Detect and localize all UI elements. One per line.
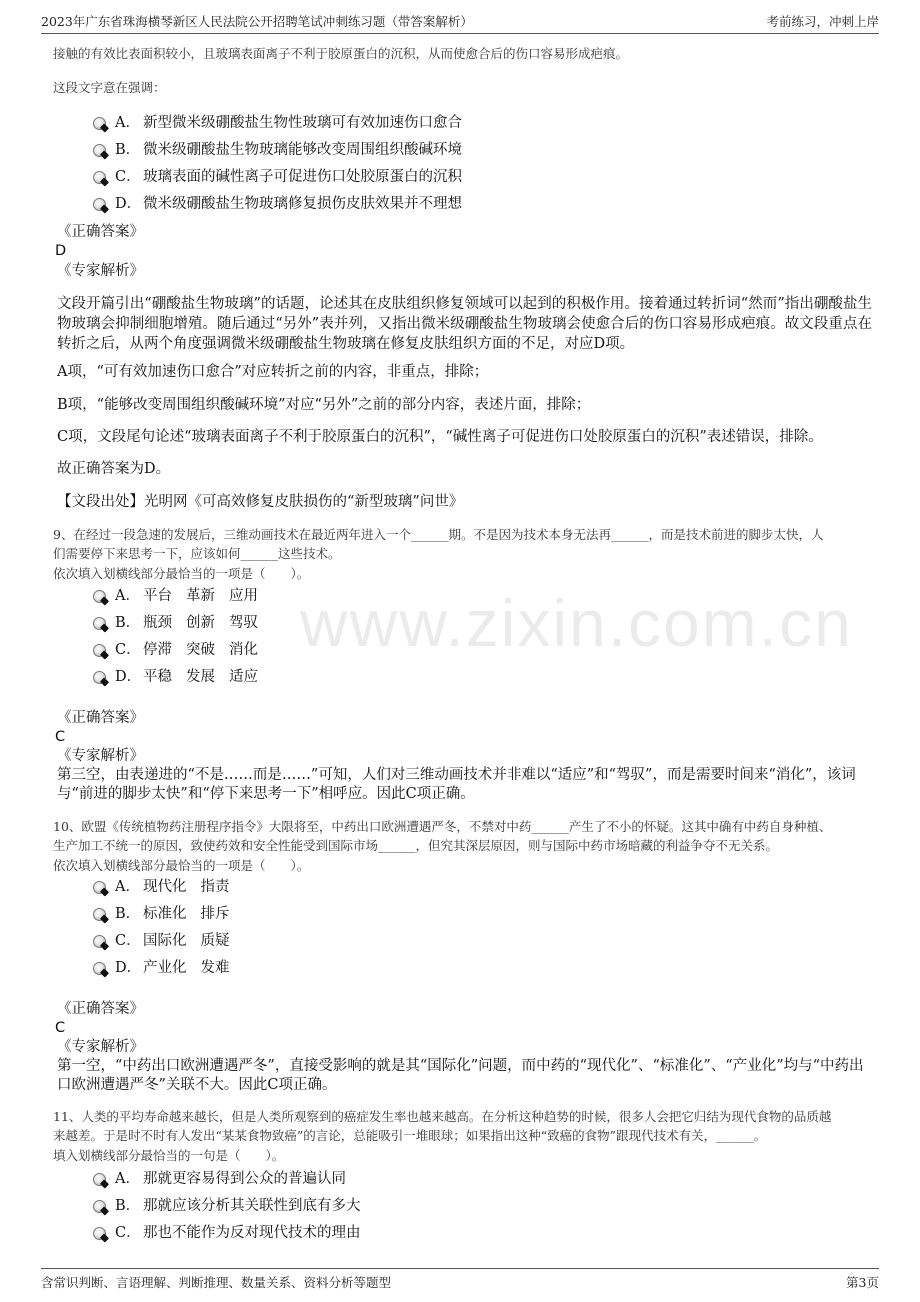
- answer-value: C: [55, 729, 66, 745]
- option-text: 那也不能作为反对现代技术的理由: [143, 1225, 361, 1241]
- option-word: 发展: [186, 669, 215, 685]
- option-b[interactable]: [93, 612, 272, 634]
- option-letter: B．: [115, 615, 141, 631]
- question-stem: 们需要停下来思考一下，应该如何______这些技术。: [53, 546, 341, 561]
- radio-button-icon[interactable]: [93, 644, 106, 657]
- option-text: [143, 612, 272, 634]
- page-header: [41, 12, 879, 34]
- option-text: [143, 666, 272, 688]
- analysis-paragraph: 故正确答案为D。: [57, 461, 171, 477]
- header-slogan: 考前练习，冲刺上岸: [766, 14, 879, 29]
- option-word: 平稳: [143, 669, 172, 685]
- analysis-paragraph: 口欧洲遭遇严冬”关联不大。因此C项正确。: [57, 1077, 337, 1093]
- answer-value: C: [55, 1020, 66, 1036]
- answer-label: 《正确答案》: [57, 224, 144, 240]
- option-text: [143, 585, 272, 607]
- radio-button-icon[interactable]: [93, 198, 106, 211]
- option-b[interactable]: [93, 903, 244, 925]
- option-word: 现代化: [143, 879, 187, 895]
- option-letter: C．: [115, 642, 141, 658]
- answer-label: 《正确答案》: [57, 1001, 144, 1017]
- option-letter: A．: [115, 1171, 140, 1187]
- option-word: 产业化: [143, 960, 187, 976]
- option-b[interactable]: [93, 139, 462, 161]
- radio-button-icon[interactable]: [93, 1227, 106, 1240]
- option-letter: C．: [115, 169, 141, 185]
- option-a[interactable]: [93, 876, 244, 898]
- question-prompt: 依次填入划横线部分最恰当的一项是（ ）。: [53, 566, 310, 581]
- option-letter: B．: [115, 1198, 141, 1214]
- question-stem: 来越差。于是时不时有人发出“某某食物致癌”的言论，总能吸引一堆眼球；如果指出这种“致癌的食物”跟现代技术有关，______。: [53, 1128, 767, 1143]
- option-text: 那就更容易得到公众的普遍认同: [143, 1171, 346, 1187]
- analysis-paragraph: C项，文段尾句论述“玻璃表面离子不利于胶原蛋白的沉积”，“碱性离子可促进伤口处胶原蛋白的沉积”表述错误，排除。: [57, 429, 823, 445]
- option-d[interactable]: [93, 666, 272, 688]
- option-text: [143, 876, 244, 898]
- option-letter: B．: [115, 906, 141, 922]
- option-a[interactable]: [93, 112, 462, 134]
- page-footer: [41, 1268, 879, 1290]
- question-stem: 9、在经过一段急速的发展后，三维动画技术在最近两年进入一个______期。不是因为技术本身无法再______，而是技术前进的脚步太快，人: [53, 527, 824, 542]
- option-word: 突破: [186, 642, 215, 658]
- option-word: 指责: [200, 879, 230, 895]
- watermark: www.zixin.com.cn: [300, 586, 853, 660]
- answer-label: 《正确答案》: [57, 710, 144, 726]
- option-letter: D．: [115, 669, 142, 685]
- option-word: 消化: [229, 642, 258, 658]
- analysis-label: 《专家解析》: [57, 748, 144, 764]
- option-d[interactable]: [93, 957, 244, 979]
- option-text: [143, 639, 272, 661]
- analysis-label: 《专家解析》: [57, 1039, 144, 1055]
- radio-button-icon[interactable]: [93, 1173, 106, 1186]
- option-text: 玻璃表面的碱性离子可促进伤口处胶原蛋白的沉积: [143, 169, 462, 185]
- option-word: 质疑: [200, 933, 230, 949]
- option-word: 国际化: [143, 933, 187, 949]
- analysis-paragraph: 与“前进的脚步太快”和“停下来思考一下”相呼应。因此C项正确。: [57, 786, 475, 802]
- option-text: 微米级硼酸盐生物玻璃修复损伤皮肤效果并不理想: [143, 196, 462, 212]
- radio-button-icon[interactable]: [93, 908, 106, 921]
- option-letter: D．: [115, 196, 142, 212]
- option-word: 创新: [186, 615, 215, 631]
- analysis-paragraph: B项，“能够改变周围组织酸碱环境”对应“另外”之前的部分内容，表述片面，排除；: [57, 397, 591, 413]
- option-word: 平台: [143, 588, 172, 604]
- footer-topics: 含常识判断、言语理解、判断推理、数量关系、资料分析等题型: [41, 1275, 392, 1290]
- option-c[interactable]: [93, 930, 244, 952]
- analysis-label: 《专家解析》: [57, 263, 144, 279]
- option-word: 驾驭: [229, 615, 258, 631]
- option-word: 适应: [229, 669, 258, 685]
- option-letter: A．: [115, 115, 140, 131]
- radio-button-icon[interactable]: [93, 671, 106, 684]
- analysis-paragraph: 第三空，由表递进的“不是……而是……”可知，人们对三维动画技术并非难以“适应”和“驾驭”，而是需要时间来“消化”，该词: [57, 767, 856, 783]
- question-prompt: 这段文字意在强调：: [53, 80, 166, 95]
- option-c[interactable]: [93, 639, 272, 661]
- radio-button-icon[interactable]: [93, 881, 106, 894]
- option-word: 革新: [186, 588, 215, 604]
- option-letter: B．: [115, 142, 141, 158]
- question-prompt: 填入划横线部分最恰当的一句是（ ）。: [53, 1148, 285, 1163]
- option-a[interactable]: [93, 585, 272, 607]
- option-word: 标准化: [143, 906, 187, 922]
- option-text: 那就应该分析其关联性到底有多大: [143, 1198, 361, 1214]
- option-c[interactable]: [93, 1222, 361, 1244]
- question-stem: 生产加工不统一的原因，致使药效和安全性能受到国际市场______，但究其深层原因，则与国际中药市场暗藏的利益争夺不无关系。: [53, 838, 779, 853]
- option-d[interactable]: [93, 193, 462, 215]
- question-prompt: 依次填入划横线部分最恰当的一项是（ ）。: [53, 858, 310, 873]
- question-stem: 11、人类的平均寿命越来越长，但是人类所观察到的癌症发生率也越来越高。在分析这种趋势的时候，很多人会把它归结为现代食物的品质越: [53, 1109, 832, 1124]
- radio-button-icon[interactable]: [93, 617, 106, 630]
- question-stem: 10、欧盟《传统植物药注册程序指令》大限将至，中药出口欧洲遭遇严冬，不禁对中药______产生了不小的怀疑。这其中确有中药自身种植、: [53, 819, 832, 834]
- option-word: 瓶颈: [143, 615, 172, 631]
- option-b[interactable]: [93, 1195, 361, 1217]
- option-letter: A．: [115, 879, 140, 895]
- radio-button-icon[interactable]: [93, 935, 106, 948]
- option-word: 发难: [200, 960, 230, 976]
- radio-button-icon[interactable]: [93, 117, 106, 130]
- answer-value: D: [55, 243, 67, 259]
- analysis-paragraph: 文段开篇引出“硼酸盐生物玻璃”的话题，论述其在皮肤组织修复领域可以起到的积极作用。接着通过转折词“然而”指出硼酸盐生物玻璃会抑制细胞增殖。随后通过“另外”表并列，又指出微米级硼酸盐生物玻璃会使愈合后的伤口容易形成疤痕。故文段重点在转折之后，从两个角度强调微米级硼酸盐生物玻璃在修复皮肤组织方面的不足，对应D项。: [57, 296, 872, 352]
- radio-button-icon[interactable]: [93, 590, 106, 603]
- radio-button-icon[interactable]: [93, 171, 106, 184]
- analysis-paragraph: A项，“可有效加速伤口愈合”对应转折之前的内容，非重点，排除；: [57, 364, 489, 380]
- passage-tail: 接触的有效比表面积较小，且玻璃表面离子不利于胶原蛋白的沉积，从而使愈合后的伤口容易形成疤痕。: [53, 46, 629, 61]
- radio-button-icon[interactable]: [93, 144, 106, 157]
- option-letter: C．: [115, 1225, 141, 1241]
- option-letter: A．: [115, 588, 140, 604]
- radio-button-icon[interactable]: [93, 962, 106, 975]
- option-text: [143, 903, 244, 925]
- option-word: 应用: [229, 588, 258, 604]
- option-a[interactable]: [93, 1168, 346, 1190]
- option-c[interactable]: [93, 166, 462, 188]
- option-letter: D．: [115, 960, 142, 976]
- option-letter: C．: [115, 933, 141, 949]
- document-title: 2023年广东省珠海横琴新区人民法院公开招聘笔试冲刺练习题（带答案解析）: [41, 14, 473, 29]
- option-word: 排斥: [200, 906, 230, 922]
- analysis-paragraph: 第一空，“中药出口欧洲遭遇严冬”，直接受影响的就是其“国际化”问题，而中药的“现代化”、“标准化”、“产业化”均与“中药出: [57, 1058, 864, 1074]
- option-text: [143, 930, 244, 952]
- radio-button-icon[interactable]: [93, 1200, 106, 1213]
- page-number: 第3页: [846, 1275, 879, 1290]
- option-text: [143, 957, 244, 979]
- option-text: 新型微米级硼酸盐生物性玻璃可有效加速伤口愈合: [143, 115, 462, 131]
- option-word: 停滞: [143, 642, 172, 658]
- option-text: 微米级硼酸盐生物玻璃能够改变周围组织酸碱环境: [143, 142, 462, 158]
- source-citation: 【文段出处】光明网《可高效修复皮肤损伤的“新型玻璃”问世》: [57, 494, 464, 510]
